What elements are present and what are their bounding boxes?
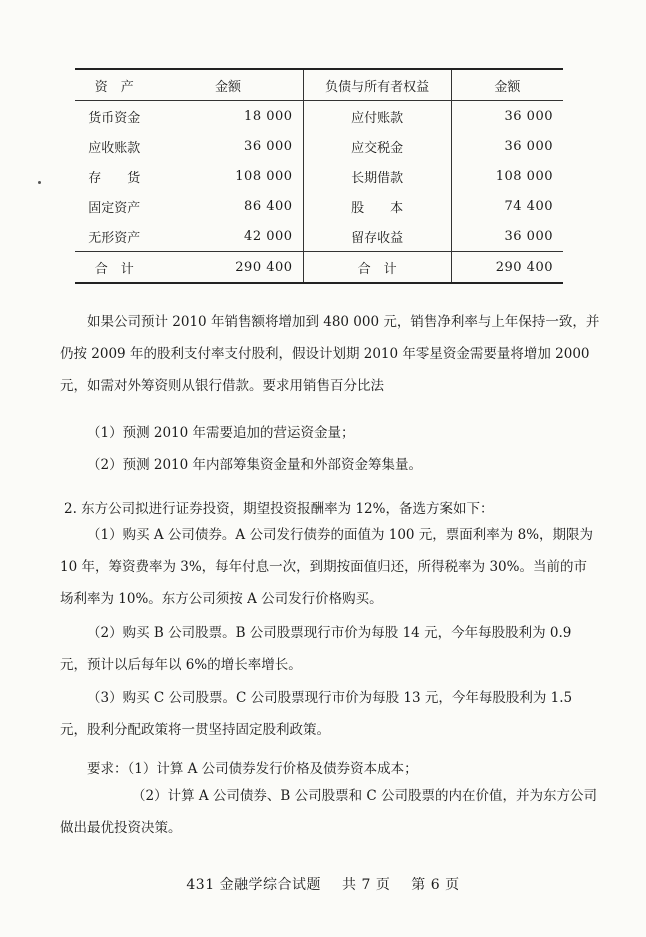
problem2-option-b: （2）购买 B 公司股票。B 公司股票现行市价为每股 14 元，今年每股股利为 0.9 元，预计以后每年以 6%的增长率增长。 [60,625,572,673]
problem2-option-c: （3）购买 C 公司股票。C 公司股票现行市价为每股 13 元，今年每股股利为 1.5 元，股利分配政策将一贯坚持固定股利政策。 [60,690,573,738]
liability-amount: 36 000 [504,138,553,154]
header-assets: 资 产 [75,69,154,101]
problem2-requirement1: 要求：（1）计算 A 公司债券发行价格及债券资本成本； [87,761,418,777]
equity-amount: 74 400 [504,198,553,214]
header-amount-right: 金额 [451,69,563,101]
asset-amount: 36 000 [154,131,303,161]
table-row [75,191,563,221]
problem2-intro: 2. 东方公司拟进行证券投资，期望投资报酬率为 12%，备选方案如下： [64,501,494,517]
table-row [75,131,563,161]
table-row [75,161,563,191]
total-amount-right: 290 400 [451,252,563,284]
asset-label: 无形资产 [88,230,141,246]
equity-label: 股 本 [303,191,451,221]
header-liabilities-equity: 负债与所有者权益 [303,69,451,101]
asset-amount: 18 000 [154,101,303,132]
liability-label: 应付账款 [303,101,451,132]
page-number: 第 6 页 [411,877,460,893]
asset-label: 货币资金 [88,110,141,126]
exam-title: 431 金融学综合试题 [186,877,322,893]
asset-amount: 86 400 [154,191,303,221]
problem1-intro: 如果公司预计 2010 年销售额将增加到 480 000 元，销售净利率与上年保持一致，并仍按 2009 年的股利支付率支付股利，假设计划期 2010 年零星资金需要量将增加 2000 元，如需对外筹资则从银行借款。要求用销售百分比法 [60,314,600,394]
scan-speck [38,181,41,184]
asset-label: 存 货 [88,170,141,186]
problem1-question2: （2）预测 2010 年内部筹集资金量和外部资金筹集量。 [87,457,423,473]
asset-amount: 42 000 [154,221,303,252]
equity-amount: 36 000 [504,228,553,244]
balance-sheet-table [75,68,563,284]
problem1-question1: （1）预测 2010 年需要追加的营运资金量； [87,425,355,441]
table-header-row [75,69,563,101]
total-label-left: 合 计 [75,252,154,284]
asset-label: 应收账款 [88,140,141,156]
liability-amount: 36 000 [504,108,553,124]
table-total-row [75,252,563,284]
page-footer [0,874,646,894]
header-amount-left: 金额 [154,69,303,101]
table-row [75,221,563,252]
table-row [75,101,563,132]
problem2-requirement2: （2）计算 A 公司债券、B 公司股票和 C 公司股票的内在价值，并为东方公司做出最优投资决策。 [60,788,598,836]
total-pages: 共 7 页 [342,877,391,893]
liability-label: 应交税金 [303,131,451,161]
liability-label: 长期借款 [303,161,451,191]
asset-label: 固定资产 [88,200,141,216]
total-amount-left: 290 400 [154,252,303,284]
liability-amount: 108 000 [495,168,553,184]
asset-amount: 108 000 [154,161,303,191]
total-label-right: 合 计 [303,252,451,284]
problem2-option-a: （1）购买 A 公司债券。A 公司发行债券的面值为 100 元，票面利率为 8%，期限为 10 年，筹资费率为 3%，每年付息一次，到期按面值归还，所得税率为 30%。当前的市场利率为 10%。东方公司须按 A 公司发行价格购买。 [60,527,594,607]
equity-label: 留存收益 [303,221,451,252]
